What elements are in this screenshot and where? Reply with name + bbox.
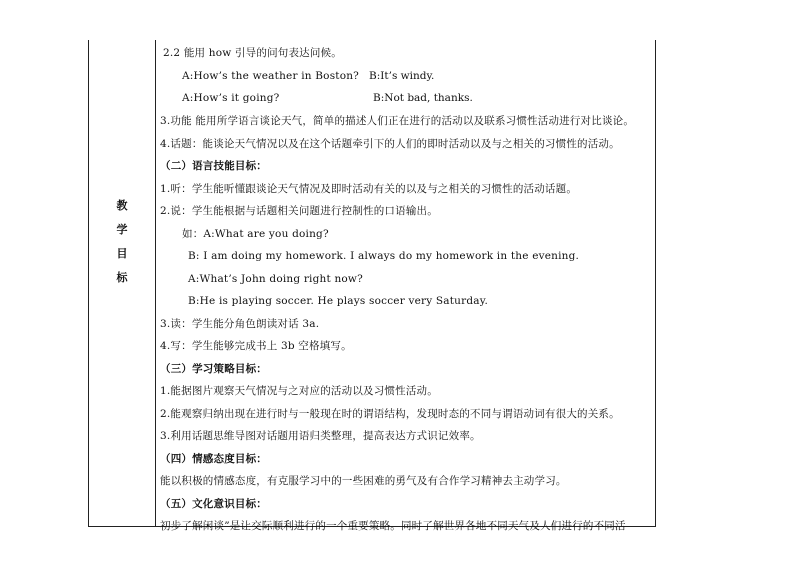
- example-question-john: A:What’s John doing right now?: [188, 273, 363, 285]
- example-answer-homework: B: I am doing my homework. I always do my homework in the evening.: [188, 250, 580, 262]
- attitude-text: 能以积极的情感态度，有克服学习中的一些困难的勇气及有合作学习精神去主动学习。: [160, 475, 567, 487]
- dialogue-question-weather: A:How’s the weather in Boston?: [182, 70, 360, 82]
- dialogue-answer-weather: B:It’s windy.: [369, 70, 435, 82]
- heading-learning-strategies: （三）学习策略目标：: [160, 363, 267, 375]
- strategy-3: 3.利用话题思维导图对话题用语归类整理，提高表达方式识记效率。: [160, 430, 481, 442]
- skill-reading: 3.读：学生能分角色朗读对话 3a.: [160, 318, 320, 330]
- side-label-char-4: 标: [116, 271, 128, 284]
- culture-text: 初步了解闲谈”是让交际顺利进行的一个重要策略。同时了解世界各地不同天气及人们进行的不同活: [160, 520, 626, 532]
- objective-2-2: 2.2 能用 how 引导的问句表达问候。: [163, 47, 342, 59]
- objective-4-topic: 4.话题：能谈论天气情况以及在这个话题牵引下的人们的即时活动以及与之相关的习惯性的活动。: [160, 138, 620, 150]
- skill-writing: 4.写：学生能够完成书上 3b 空格填写。: [160, 340, 352, 352]
- strategy-1: 1.能据图片观察天气情况与之对应的活动以及习惯性活动。: [160, 385, 438, 397]
- heading-emotional-attitude: （四）情感态度目标：: [160, 453, 267, 465]
- dialogue-answer-going: B:Not bad, thanks.: [373, 92, 473, 104]
- heading-language-skills: （二）语言技能目标：: [160, 160, 267, 172]
- side-label-char-1: 教: [116, 199, 128, 212]
- objective-3-function: 3.功能 能用所学语言谈论天气，简单的描述人们正在进行的活动以及联系习惯性活动进行对比谈论。: [160, 115, 635, 127]
- skill-listening: 1.听：学生能听懂跟谈论天气情况及即时活动有关的以及与之相关的习惯性的活动话题。: [160, 183, 578, 195]
- table-border-right: [655, 40, 656, 527]
- table-column-divider: [155, 40, 156, 527]
- skill-speaking: 2.说：学生能根据与话题相关问题进行控制性的口语输出。: [160, 205, 438, 217]
- dialogue-question-going: A:How’s it going?: [182, 92, 280, 104]
- example-answer-soccer: B:He is playing soccer. He plays soccer very Saturday.: [188, 295, 489, 307]
- side-label-char-2: 学: [116, 223, 128, 236]
- heading-cultural-awareness: （五）文化意识目标：: [160, 498, 267, 510]
- strategy-2: 2.能观察归纳出现在进行时与一般现在时的谓语结构，发现时态的不同与谓语动词有很大的关系。: [160, 408, 620, 420]
- table-border-left: [88, 40, 89, 527]
- example-question-doing: 如：A:What are you doing?: [182, 228, 329, 240]
- side-label-char-3: 目: [116, 247, 128, 260]
